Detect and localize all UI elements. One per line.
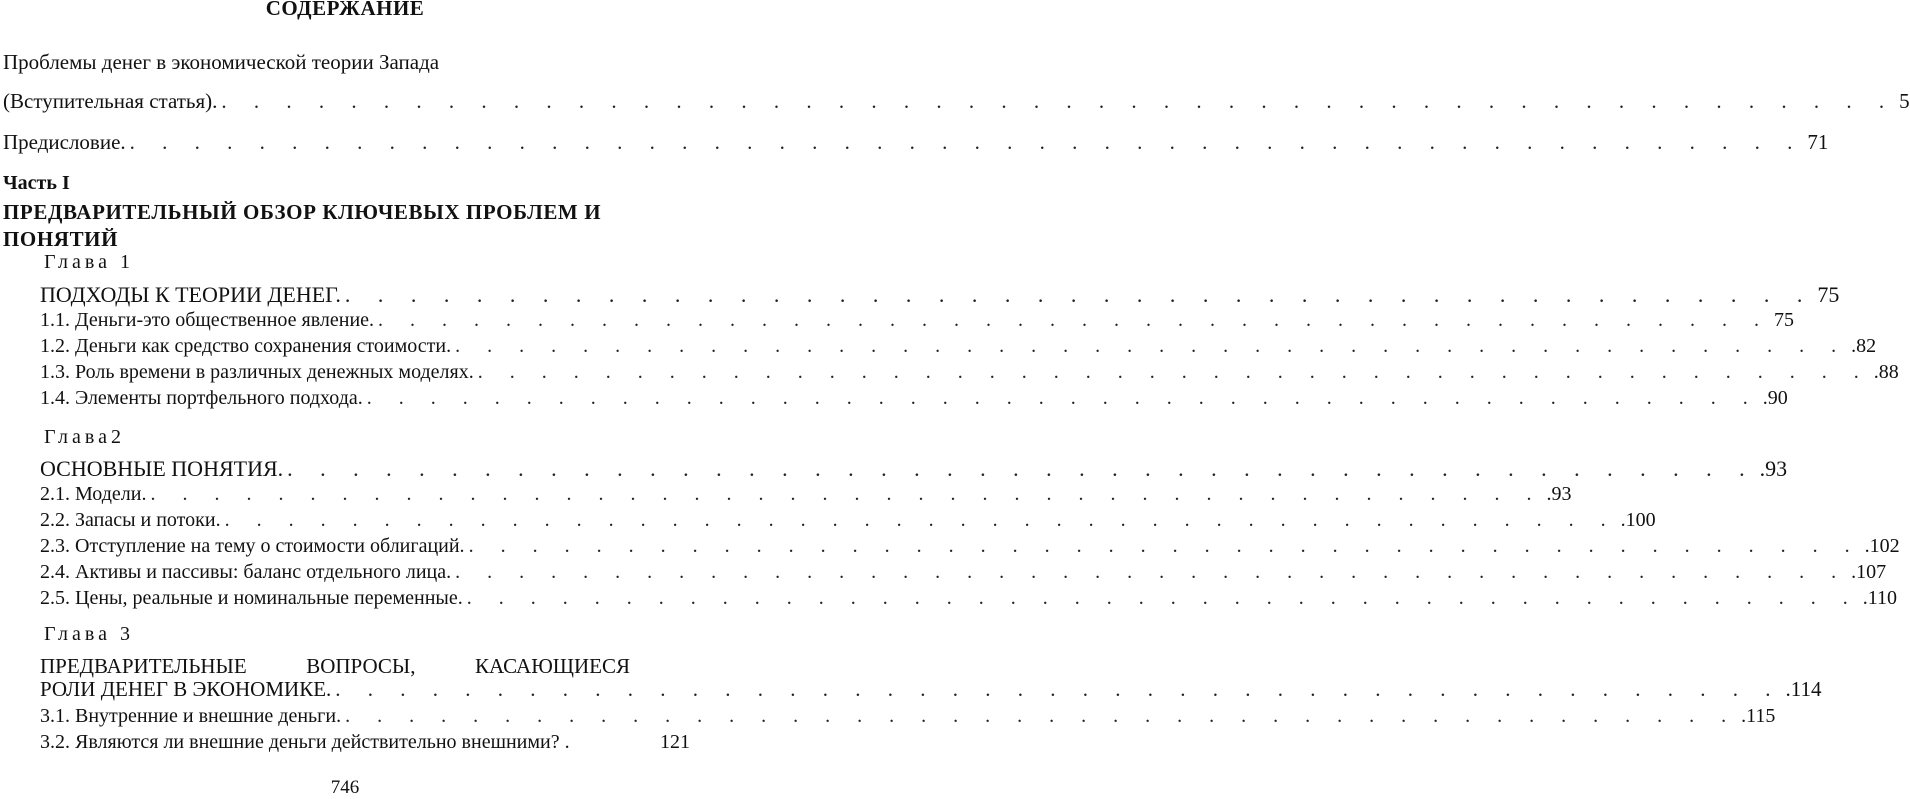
toc-entry-page: .93 <box>1546 483 1572 505</box>
toc-entry-title: 3.1. Внутренние и внешние деньги. <box>40 705 342 727</box>
toc-entry-title: 1.4. Элементы портфельного подхода. <box>40 387 363 409</box>
title-word: ВОПРОСЫ, <box>306 654 416 678</box>
title-word: ПРЕДВАРИТЕЛЬНЫЕ <box>40 654 247 678</box>
contents-heading: СОДЕРЖАНИЕ <box>265 0 425 20</box>
dot-leader: . . . . . . . . . . . . . . . . . . . . . . . . . . . . . . . . . . . . . . . . . . . . <box>477 361 1870 383</box>
toc-entry-title: 3.2. Являются ли внешние деньги действительно внешними? . <box>40 731 570 753</box>
toc-entry-page: .114 <box>1785 677 1822 701</box>
toc-entry-section[interactable] <box>40 483 1572 506</box>
toc-entry-title: 2.4. Активы и пассивы: баланс отдельного лица. <box>40 561 452 583</box>
toc-entry-section[interactable] <box>40 309 1795 332</box>
toc-entry-title: 2.2. Запасы и потоки. <box>40 509 221 531</box>
toc-entry-chapter-2[interactable] <box>40 456 1788 482</box>
dot-leader: . . . . . . . . . . . . . . . . . . . . . . . . . . . . . . . . . . . . . . . . . . . . <box>466 587 1859 609</box>
chapter-label: Глава 3 <box>44 623 134 645</box>
dot-leader: . . . . . . . . . . . . . . . . . . . . . . . . . . . . . . . . . . . . . . . . . . . . <box>366 387 1759 409</box>
dot-leader: . . . . . . . . . . . . . . . . . . . . . . . . . . . . . . . . . . . . . . . . . . . . <box>378 309 1771 331</box>
toc-entry-title: РОЛИ ДЕНЕГ В ЭКОНОМИКЕ. <box>40 677 332 701</box>
dot-leader: . . . . . . . . . . . . . . . . . . . . . . . . . . . . . . . . . . . . . . . . . . . . <box>345 705 1738 727</box>
toc-entry-page: 75 <box>1817 282 1840 307</box>
toc-entry-section[interactable] <box>40 705 1776 728</box>
dot-leader: . . . . . . . . . . . . . . . . . . . . . . . . . . . . . . . . . . . . . . . . . . . . <box>224 509 1617 531</box>
toc-entry-chapter-1[interactable] <box>40 282 1840 308</box>
dot-leader: . . . . . . . . . . . . . . . . . . . . . . . . . . . . . . . . . . . . . . . . . . . . <box>468 535 1861 557</box>
dot-leader: . . . . . . . . . . . . . . . . . . . . . . . . . . . . . . . . . . . . . . . . . . . . <box>455 335 1848 357</box>
toc-entry-page: .82 <box>1851 335 1877 357</box>
toc-entry-section[interactable] <box>40 587 1897 610</box>
toc-entry-title: 1.1. Деньги-это общественное явление. <box>40 309 375 331</box>
dot-leader: . . . . . . . . . . . . . . . . . . . . . . . . . . . . . . . . . . . . . . . . . . . . . . . . . . . . <box>221 89 1896 113</box>
dot-leader: . . . . . . . . . . . . . . . . . . . . . . . . . . . . . . . . . . . . . . . . . . . . . <box>335 677 1782 701</box>
toc-entry-section[interactable] <box>40 361 1899 384</box>
toc-entry-section[interactable] <box>40 731 690 754</box>
page-number: 746 <box>330 777 360 798</box>
toc-entry-section[interactable] <box>40 335 1877 358</box>
toc-entry-title: 2.3. Отступление на тему о стоимости облигаций. <box>40 535 465 557</box>
toc-entry-page: .88 <box>1873 361 1899 383</box>
chapter-3-title-line1 <box>40 654 630 679</box>
toc-entry-page: .93 <box>1759 456 1788 481</box>
toc-entry-page: .90 <box>1762 387 1788 409</box>
toc-entry-page: 5 <box>1899 89 1910 113</box>
toc-entry-title: 2.1. Модели. <box>40 483 147 505</box>
toc-entry-preface[interactable] <box>3 130 1829 155</box>
dot-leader: . . . . . . . . . . . . . . . . . . . . . . . . . . . . . . . . . . . . . . . . . . . . . <box>287 456 1756 481</box>
toc-entry-title: (Вступительная статья). <box>3 89 218 113</box>
dot-leader: . . . . . . . . . . . . . . . . . . . . . . . . . . . . . . . . . . . . . . . . . . . . . . . . . . . . <box>129 130 1804 154</box>
intro-title-line1: Проблемы денег в экономической теории Запада <box>3 50 440 74</box>
toc-entry-chapter-3[interactable] <box>40 677 1822 702</box>
toc-entry-section[interactable] <box>40 561 1887 584</box>
toc-entry-page: .107 <box>1851 561 1887 583</box>
toc-entry-page: .102 <box>1864 535 1900 557</box>
toc-entry-page: 75 <box>1774 309 1795 331</box>
toc-entry-title: 1.2. Деньги как средство сохранения стоимости. <box>40 335 452 357</box>
toc-entry-page: .110 <box>1862 587 1897 609</box>
toc-entry-title: Предисловие. <box>3 130 126 154</box>
dot-leader: . . . . . . . . . . . . . . . . . . . . . . . . . . . . . . . . . . . . . . . . . . . . <box>455 561 1848 583</box>
toc-entry-title: ПОДХОДЫ К ТЕОРИИ ДЕНЕГ. <box>40 282 341 307</box>
toc-entry-section[interactable] <box>40 535 1900 558</box>
part-title-line1: ПРЕДВАРИТЕЛЬНЫЙ ОБЗОР КЛЮЧЕВЫХ ПРОБЛЕМ И <box>3 200 602 224</box>
toc-entry-page: .100 <box>1620 509 1656 531</box>
toc-entry-page: .115 <box>1741 705 1776 727</box>
toc-entry-section[interactable] <box>40 387 1788 410</box>
toc-entry-section[interactable] <box>40 509 1656 532</box>
chapter-label: Глава 1 <box>44 251 134 273</box>
title-word: КАСАЮЩИЕСЯ <box>474 654 630 678</box>
toc-entry-title: 2.5. Цены, реальные и номинальные переменные. <box>40 587 463 609</box>
toc-entry-intro[interactable] <box>3 89 1910 114</box>
part-label: Часть I <box>3 172 70 194</box>
toc-entry-title: 1.3. Роль времени в различных денежных моделях. <box>40 361 474 383</box>
dot-leader: . . . . . . . . . . . . . . . . . . . . . . . . . . . . . . . . . . . . . . . . . . . . . <box>344 282 1814 307</box>
toc-entry-page: 71 <box>1807 130 1829 154</box>
dot-leader: . . . . . . . . . . . . . . . . . . . . . . . . . . . . . . . . . . . . . . . . . . . . <box>150 483 1543 505</box>
toc-entry-page: 121 <box>660 731 690 753</box>
part-title-line2: ПОНЯТИЙ <box>3 227 119 251</box>
chapter-label: Глава2 <box>44 426 125 448</box>
toc-entry-title: ОСНОВНЫЕ ПОНЯТИЯ. <box>40 456 284 481</box>
